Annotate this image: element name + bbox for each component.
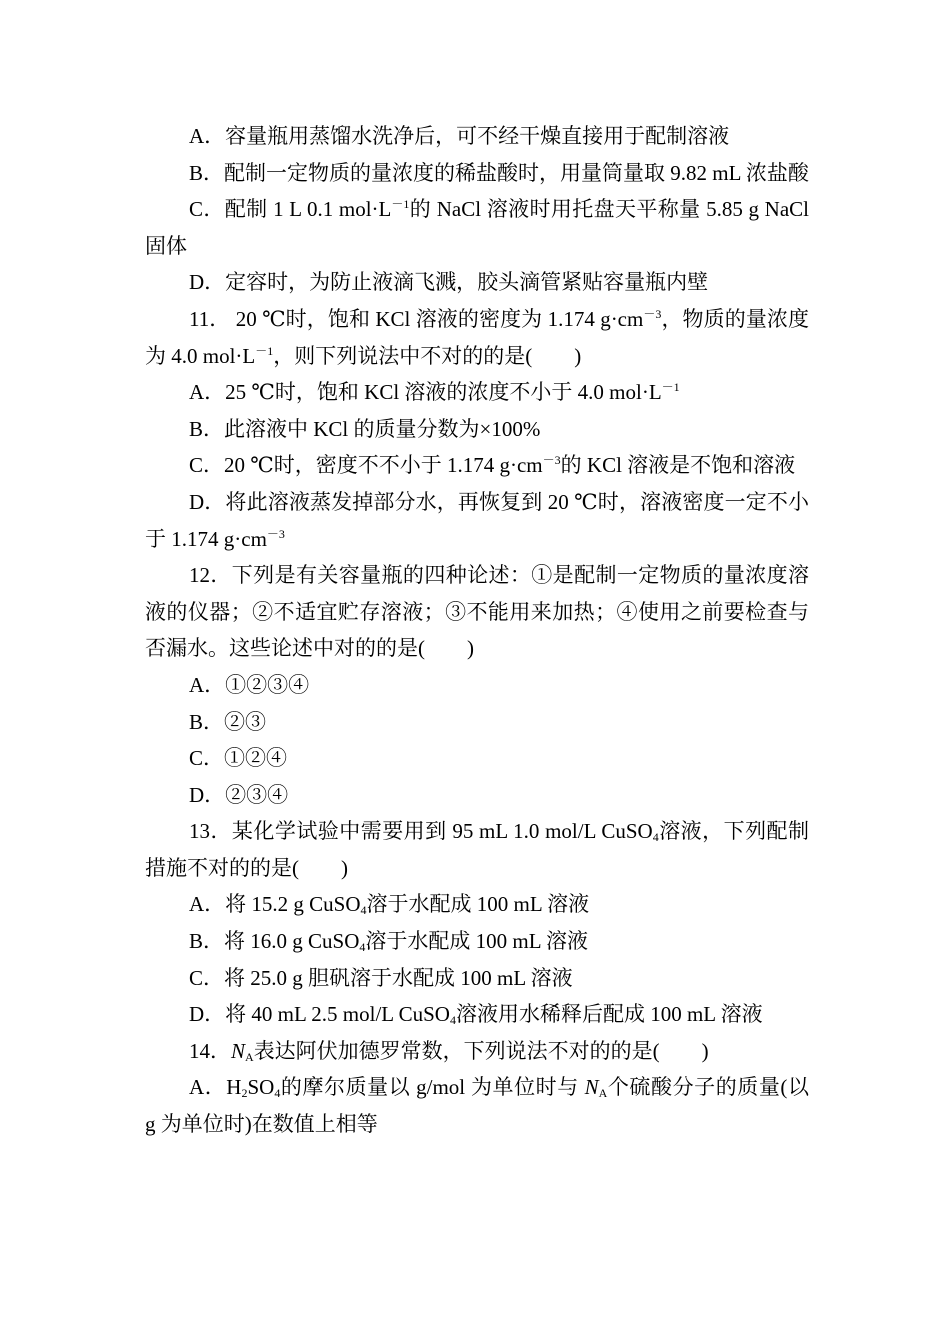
q11-option-b [145, 411, 809, 448]
subscript: 4 [652, 830, 659, 845]
q14-option-a-text: A．H [189, 1075, 242, 1100]
superscript: －3 [643, 306, 662, 321]
q13-option-c-text: C．将 25.0 g 胆矾溶于水配成 100 mL 溶液 [189, 965, 573, 990]
q13-option-d-text-2: 溶液用水稀释后配成 100 mL 溶液 [455, 1002, 763, 1027]
q11-option-c-text-2: 的 KCl 溶液是不饱和溶液 [560, 453, 796, 478]
q12-option-d [145, 777, 809, 814]
q14-stem [145, 1033, 809, 1070]
superscript: －1 [255, 343, 274, 358]
q10-option-d-text: D．定容时，为防止液滴飞溅，胶头滴管紧贴容量瓶内壁 [189, 270, 709, 295]
superscript: －1 [661, 380, 680, 395]
q13-option-d [145, 996, 809, 1033]
q10-option-b-text: B．配制一定物质的量浓度的稀盐酸时，用量筒量取 9.82 mL 浓盐酸 [189, 160, 809, 185]
q14-number: 14． [189, 1038, 231, 1063]
q11-option-a [145, 374, 809, 411]
q14-option-a-text-4: 个硫酸分子的质量(以 g 为单位时)在数值上相等 [145, 1075, 809, 1137]
q10-option-b [145, 155, 809, 192]
q12-option-b-text: B．②③ [189, 709, 267, 734]
q11-option-a-text: A．25 ℃时，饱和 KCl 溶液的浓度不小于 4.0 mol·L [189, 380, 662, 405]
q12-option-a [145, 667, 809, 704]
subscript: A [245, 1049, 254, 1064]
q13-option-a-text-2: 溶于水配成 100 mL 溶液 [366, 892, 590, 917]
q14-option-a-text-3: 的摩尔质量以 g/mol 为单位时与 [280, 1075, 585, 1100]
q12-option-b [145, 704, 809, 741]
avogadro-symbol: N [584, 1075, 599, 1100]
document-content [145, 118, 809, 1143]
q13-stem-text: 13．某化学试验中需要用到 95 mL 1.0 mol/L CuSO [189, 819, 653, 844]
superscript: －3 [542, 453, 561, 468]
q13-option-a-text: A．将 15.2 g CuSO [189, 892, 361, 917]
q12-option-c-text: C．①②④ [189, 746, 288, 771]
q11-option-d [145, 484, 809, 557]
q11-stem-text-3: ，则下列说法中不对的的是( ) [273, 343, 582, 368]
q10-option-c-text-2: 的 NaCl 溶液时用托盘天平称量 5.85 g NaCl 固体 [145, 197, 810, 258]
q11-option-c-text: C．20 ℃时，密度不不小于 1.174 g·cm [189, 453, 543, 478]
q14-option-a-text-2: SO [247, 1075, 275, 1100]
q14-stem-text: 表达阿伏加德罗常数，下列说法不对的的是( ) [253, 1038, 709, 1063]
subscript: 4 [449, 1013, 456, 1028]
subscript: 4 [274, 1086, 281, 1101]
subscript: 2 [241, 1086, 248, 1101]
q11-option-c [145, 447, 809, 484]
q10-option-a [145, 118, 809, 155]
q12-option-a-text: A．①②③④ [189, 672, 310, 697]
q10-option-c-text: C．配制 1 L 0.1 mol·L [189, 197, 392, 222]
q13-option-d-text: D．将 40 mL 2.5 mol/L CuSO [189, 1002, 450, 1027]
q11-stem-text: 11． 20 ℃时，饱和 KCl 溶液的密度为 1.174 g·cm [189, 306, 644, 331]
q13-option-b-text: B．将 16.0 g CuSO [189, 929, 360, 954]
subscript: 4 [360, 903, 367, 918]
q12-option-c [145, 740, 809, 777]
q10-option-c [145, 191, 809, 264]
q14-option-a [145, 1069, 809, 1142]
superscript: －1 [391, 197, 410, 212]
q13-option-a [145, 886, 809, 923]
q13-stem [145, 813, 809, 886]
q12-stem-text: 12．下列是有关容量瓶的四种论述：①是配制一定物质的量浓度溶液的仪器；②不适宜贮存溶液；③不能用来加热；④使用之前要检查与否漏水。这些论述中对的的是( ) [145, 563, 809, 661]
q10-option-a-text: A．容量瓶用蒸馏水洗净后，可不经干燥直接用于配制溶液 [189, 124, 730, 148]
q11-option-d-text: D．将此溶液蒸发掉部分水，再恢复到 20 ℃时，溶液密度一定不小于 1.174 g·cm [145, 489, 809, 551]
q13-option-b [145, 923, 809, 960]
q12-stem [145, 557, 809, 667]
avogadro-symbol: N [231, 1038, 246, 1063]
subscript: A [598, 1086, 608, 1101]
q13-option-b-text-2: 溶于水配成 100 mL 溶液 [365, 929, 588, 954]
q11-option-b-text: B．此溶液中 KCl 的质量分数为×100% [189, 416, 541, 441]
q11-stem [145, 301, 809, 374]
q12-option-d-text: D．②③④ [189, 782, 289, 807]
q11-stem-text-2: ，物质的量浓度为 4.0 mol·L [145, 306, 809, 368]
q10-option-d [145, 264, 809, 301]
q13-stem-text-2: 溶液，下列配制措施不对的的是( ) [145, 819, 810, 880]
q13-option-c [145, 960, 809, 997]
superscript: －3 [266, 526, 285, 541]
subscript: 4 [359, 940, 366, 955]
